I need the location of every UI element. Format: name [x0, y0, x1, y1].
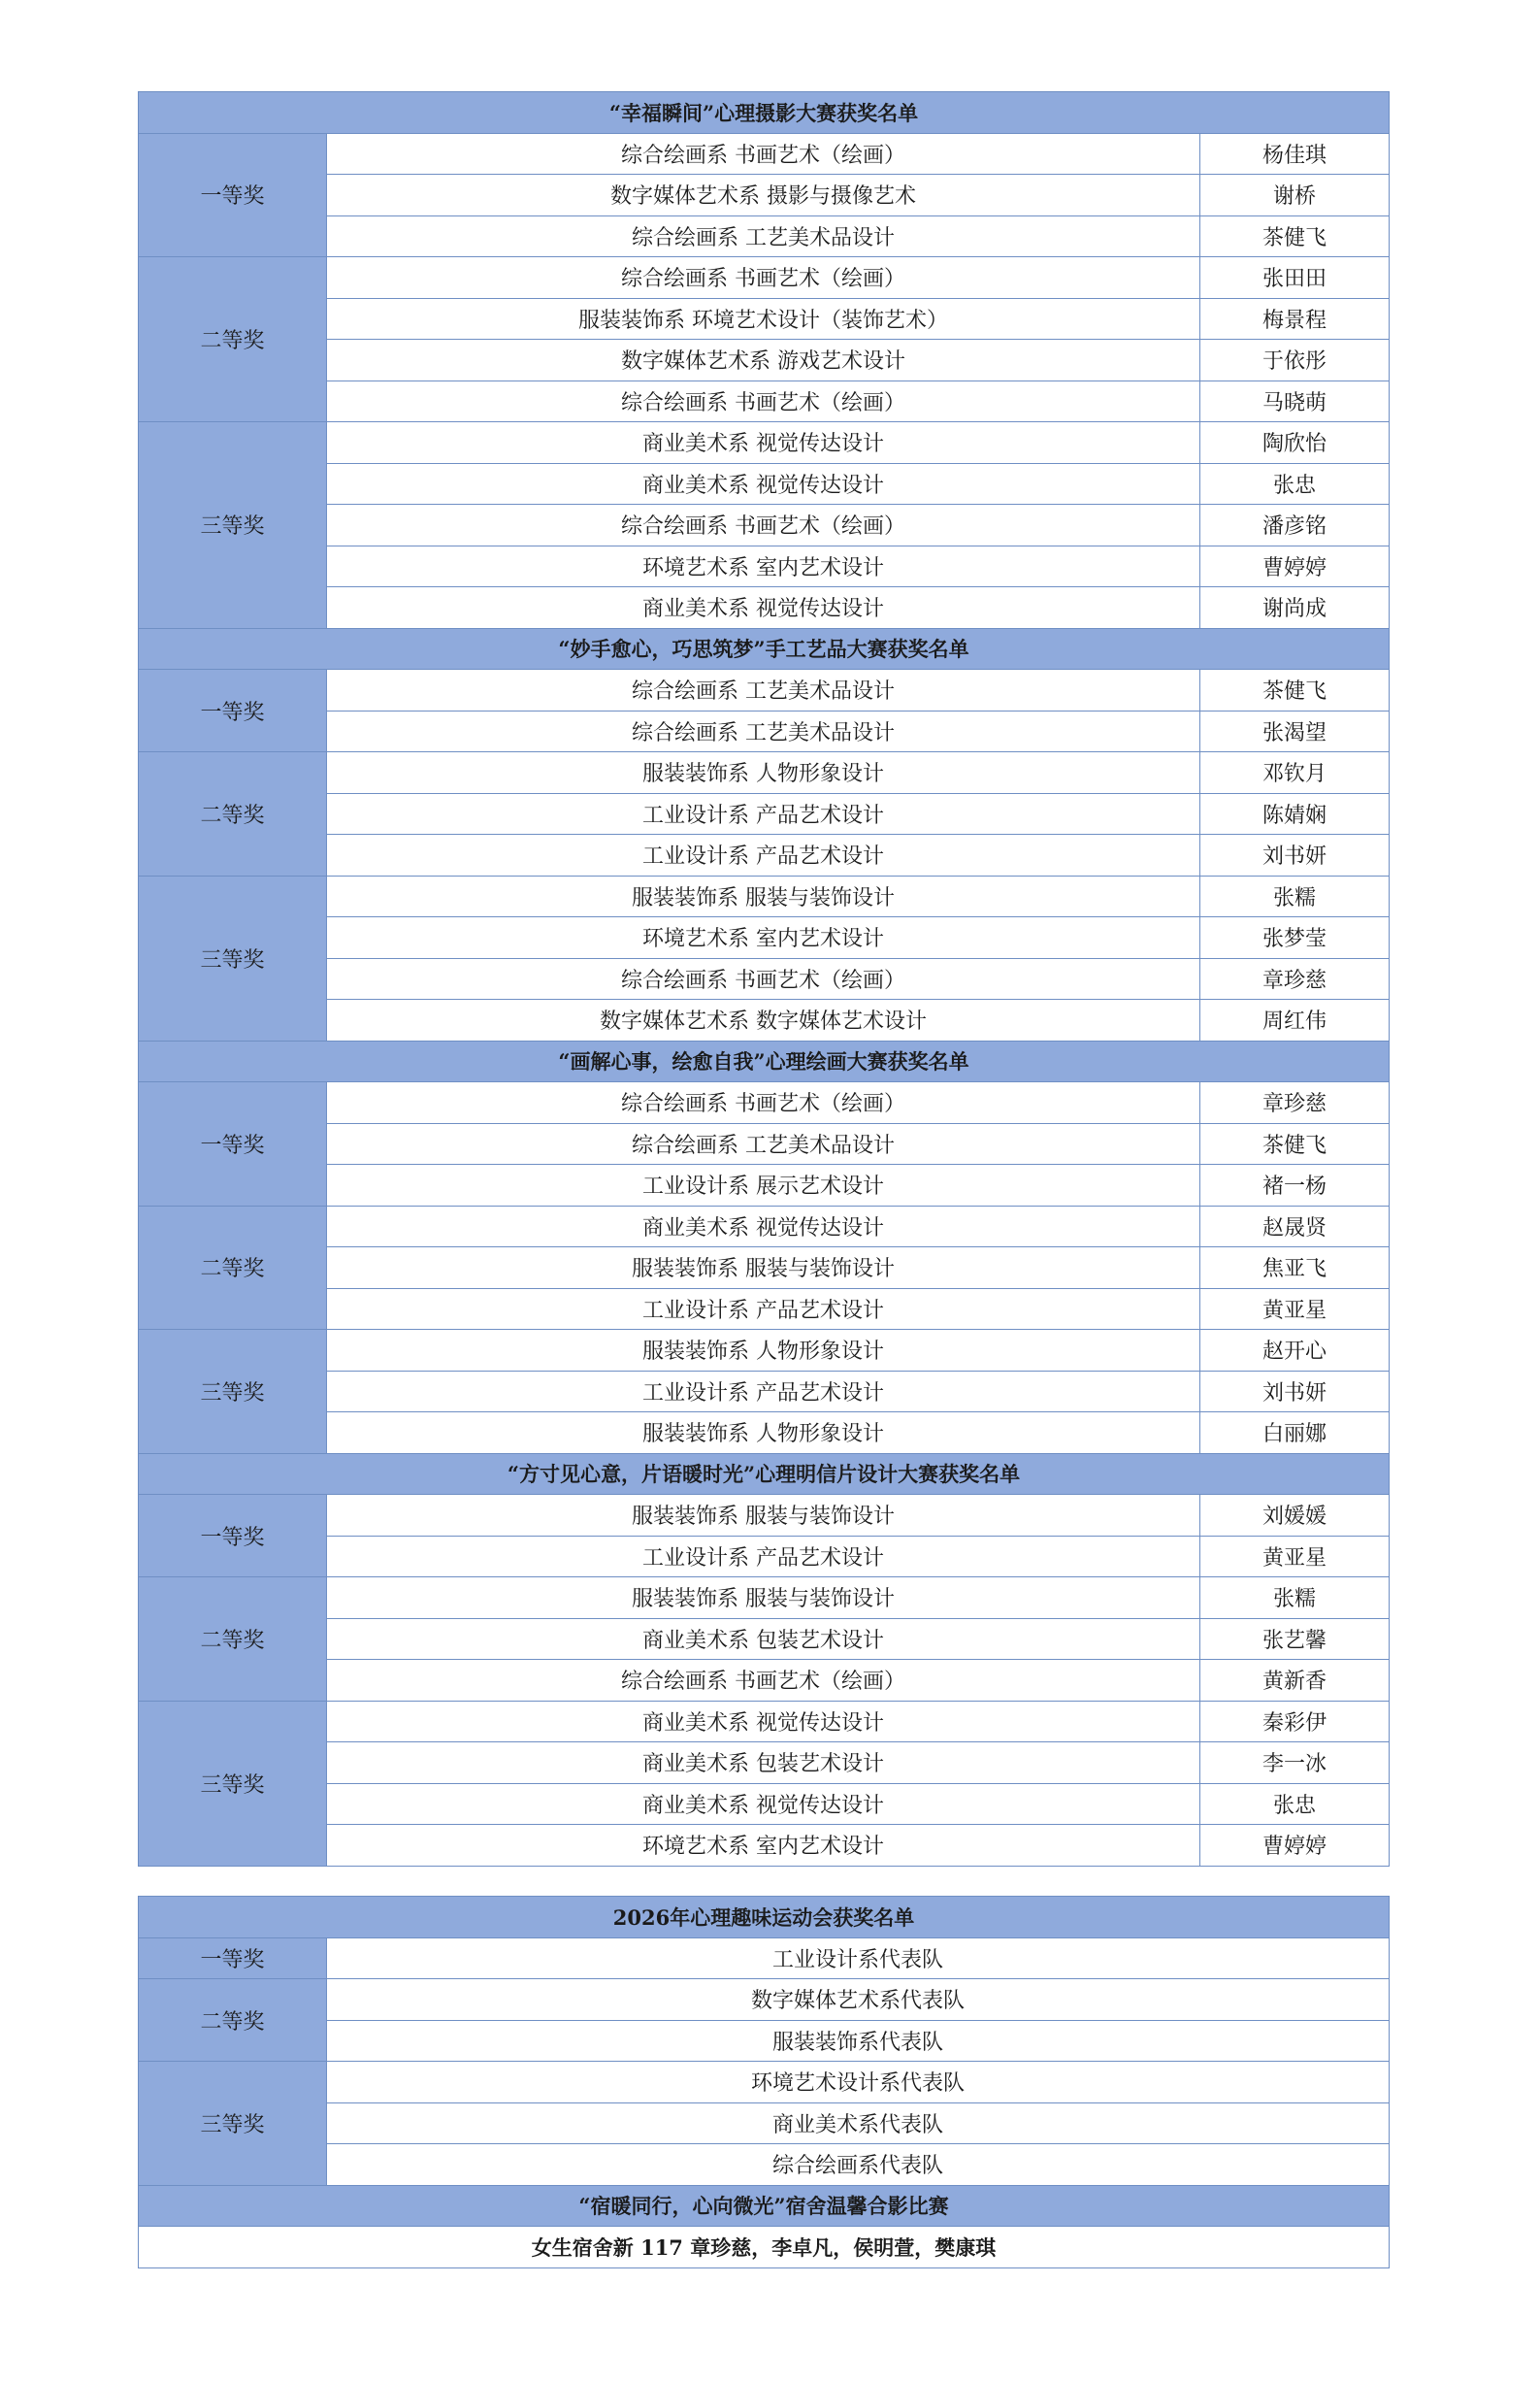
department-major: 综合绘画系 工艺美术品设计: [327, 215, 1200, 257]
prize-level: 二等奖: [139, 1577, 327, 1702]
award-row: [139, 257, 1390, 299]
award-row: [139, 1165, 1390, 1207]
award-row: [139, 876, 1390, 917]
winner-name: 白丽娜: [1200, 1412, 1390, 1454]
award-row: [139, 2020, 1390, 2062]
winner-name: 张渴望: [1200, 711, 1390, 752]
winner-name: 黄亚星: [1200, 1288, 1390, 1330]
section-title-row: [139, 2185, 1390, 2227]
winner-name: 茶健飞: [1200, 215, 1390, 257]
winner-name: 张糯: [1200, 876, 1390, 917]
prize-level: 一等奖: [139, 1082, 327, 1207]
award-row: [139, 546, 1390, 587]
award-row: [139, 1123, 1390, 1165]
dorm-winner-row: [139, 2227, 1390, 2268]
section-title: “宿暖同行，心向微光”宿舍温馨合影比赛: [139, 2185, 1390, 2227]
winner-name: 秦彩伊: [1200, 1701, 1390, 1742]
department-major: 环境艺术系 室内艺术设计: [327, 917, 1200, 959]
award-row: [139, 340, 1390, 381]
award-row: [139, 422, 1390, 464]
department-major: 商业美术系 视觉传达设计: [327, 1206, 1200, 1247]
award-row: [139, 1082, 1390, 1124]
winner-name: 刘媛媛: [1200, 1495, 1390, 1537]
department-major: 服装装饰系 服装与装饰设计: [327, 1495, 1200, 1537]
award-row: [139, 175, 1390, 216]
award-row: [139, 1660, 1390, 1702]
awards-table-sports: [138, 1896, 1390, 2268]
winner-name: 赵晟贤: [1200, 1206, 1390, 1247]
department-major: 工业设计系 产品艺术设计: [327, 1371, 1200, 1412]
winner-name: 茶健飞: [1200, 1123, 1390, 1165]
winner-name: 张梦莹: [1200, 917, 1390, 959]
award-row: [139, 670, 1390, 712]
department-major: 综合绘画系 书画艺术（绘画）: [327, 257, 1200, 299]
prize-level: 三等奖: [139, 876, 327, 1041]
department-major: 服装装饰系 服装与装饰设计: [327, 876, 1200, 917]
section-title: “方寸见心意，片语暖时光”心理明信片设计大赛获奖名单: [139, 1453, 1390, 1495]
department-major: 工业设计系 展示艺术设计: [327, 1165, 1200, 1207]
winner-name: 陶欣怡: [1200, 422, 1390, 464]
department-major: 综合绘画系 工艺美术品设计: [327, 1123, 1200, 1165]
award-row: [139, 1412, 1390, 1454]
section-title: “画解心事，绘愈自我”心理绘画大赛获奖名单: [139, 1041, 1390, 1082]
winner-name: 褚一杨: [1200, 1165, 1390, 1207]
award-row: [139, 958, 1390, 1000]
winner-name: 焦亚飞: [1200, 1247, 1390, 1289]
department-major: 综合绘画系 书画艺术（绘画）: [327, 958, 1200, 1000]
prize-level: 一等奖: [139, 133, 327, 257]
award-row: [139, 587, 1390, 629]
winner-name: 梅景程: [1200, 298, 1390, 340]
winner-name: 张忠: [1200, 463, 1390, 505]
prize-level: 一等奖: [139, 1495, 327, 1577]
prize-level: 一等奖: [139, 670, 327, 752]
department-major: 综合绘画系 书画艺术（绘画）: [327, 381, 1200, 422]
section-title-row: [139, 1041, 1390, 1082]
winner-name: 刘书妍: [1200, 1371, 1390, 1412]
section-title-row: [139, 92, 1390, 134]
award-row: [139, 917, 1390, 959]
section-title-row: [139, 1453, 1390, 1495]
winner-name: 谢尚成: [1200, 587, 1390, 629]
department-major: 商业美术系 包装艺术设计: [327, 1618, 1200, 1660]
award-row: [139, 1701, 1390, 1742]
winner-name: 张田田: [1200, 257, 1390, 299]
winner-name: 陈婧娴: [1200, 793, 1390, 835]
winner-name: 黄亚星: [1200, 1536, 1390, 1577]
awards-table-competitions: [138, 91, 1390, 1867]
prize-level: 二等奖: [139, 1206, 327, 1330]
department-major: 服装装饰系 人物形象设计: [327, 1330, 1200, 1372]
department-major: 商业美术系 视觉传达设计: [327, 1701, 1200, 1742]
award-row: [139, 711, 1390, 752]
department-major: 商业美术系 视觉传达设计: [327, 1783, 1200, 1825]
award-row: [139, 298, 1390, 340]
winner-name: 张艺馨: [1200, 1618, 1390, 1660]
award-row: [139, 1618, 1390, 1660]
winner-name: 章珍慈: [1200, 958, 1390, 1000]
department-major: 服装装饰系 环境艺术设计（装饰艺术）: [327, 298, 1200, 340]
award-row: [139, 133, 1390, 175]
prize-level: 二等奖: [139, 1979, 327, 2062]
winner-name: 张糯: [1200, 1577, 1390, 1619]
department-major: 工业设计系 产品艺术设计: [327, 1536, 1200, 1577]
prize-level: 三等奖: [139, 422, 327, 629]
team-name: 综合绘画系代表队: [327, 2144, 1390, 2186]
team-name: 工业设计系代表队: [327, 1937, 1390, 1979]
department-major: 商业美术系 包装艺术设计: [327, 1742, 1200, 1784]
department-major: 服装装饰系 人物形象设计: [327, 1412, 1200, 1454]
award-row: [139, 835, 1390, 877]
department-major: 环境艺术系 室内艺术设计: [327, 546, 1200, 587]
award-row: [139, 215, 1390, 257]
award-row: [139, 752, 1390, 794]
winner-name: 茶健飞: [1200, 670, 1390, 712]
award-row: [139, 463, 1390, 505]
department-major: 综合绘画系 工艺美术品设计: [327, 670, 1200, 712]
department-major: 服装装饰系 服装与装饰设计: [327, 1577, 1200, 1619]
winner-name: 杨佳琪: [1200, 133, 1390, 175]
department-major: 工业设计系 产品艺术设计: [327, 793, 1200, 835]
team-name: 服装装饰系代表队: [327, 2020, 1390, 2062]
award-row: [139, 1000, 1390, 1042]
award-row: [139, 1979, 1390, 2021]
award-row: [139, 1742, 1390, 1784]
department-major: 综合绘画系 书画艺术（绘画）: [327, 1660, 1200, 1702]
team-name: 商业美术系代表队: [327, 2102, 1390, 2144]
prize-level: 二等奖: [139, 257, 327, 422]
winner-name: 章珍慈: [1200, 1082, 1390, 1124]
department-major: 数字媒体艺术系 摄影与摄像艺术: [327, 175, 1200, 216]
winner-name: 曹婷婷: [1200, 546, 1390, 587]
winner-name: 曹婷婷: [1200, 1825, 1390, 1867]
department-major: 综合绘画系 工艺美术品设计: [327, 711, 1200, 752]
winner-name: 刘书妍: [1200, 835, 1390, 877]
award-row: [139, 2062, 1390, 2103]
award-row: [139, 381, 1390, 422]
winner-name: 张忠: [1200, 1783, 1390, 1825]
award-row: [139, 1288, 1390, 1330]
award-row: [139, 1536, 1390, 1577]
team-name: 数字媒体艺术系代表队: [327, 1979, 1390, 2021]
award-row: [139, 1330, 1390, 1372]
award-row: [139, 2102, 1390, 2144]
department-major: 商业美术系 视觉传达设计: [327, 422, 1200, 464]
department-major: 综合绘画系 书画艺术（绘画）: [327, 133, 1200, 175]
award-row: [139, 1371, 1390, 1412]
winner-name: 邓钦月: [1200, 752, 1390, 794]
award-row: [139, 1783, 1390, 1825]
award-row: [139, 2144, 1390, 2186]
department-major: 工业设计系 产品艺术设计: [327, 1288, 1200, 1330]
department-major: 商业美术系 视觉传达设计: [327, 463, 1200, 505]
department-major: 工业设计系 产品艺术设计: [327, 835, 1200, 877]
award-row: [139, 1937, 1390, 1979]
department-major: 环境艺术系 室内艺术设计: [327, 1825, 1200, 1867]
award-row: [139, 1577, 1390, 1619]
award-row: [139, 793, 1390, 835]
department-major: 综合绘画系 书画艺术（绘画）: [327, 1082, 1200, 1124]
winner-name: 于依彤: [1200, 340, 1390, 381]
award-row: [139, 1825, 1390, 1867]
department-major: 综合绘画系 书画艺术（绘画）: [327, 505, 1200, 546]
prize-level: 二等奖: [139, 752, 327, 877]
winner-name: 潘彦铭: [1200, 505, 1390, 546]
prize-level: 三等奖: [139, 1330, 327, 1454]
department-major: 商业美术系 视觉传达设计: [327, 587, 1200, 629]
winner-name: 李一冰: [1200, 1742, 1390, 1784]
section-title: “妙手愈心，巧思筑梦”手工艺品大赛获奖名单: [139, 628, 1390, 670]
award-row: [139, 1495, 1390, 1537]
winner-name: 黄新香: [1200, 1660, 1390, 1702]
winner-name: 周红伟: [1200, 1000, 1390, 1042]
section-title-row: [139, 1897, 1390, 1938]
section-title: “幸福瞬间”心理摄影大赛获奖名单: [139, 92, 1390, 134]
team-name: 环境艺术设计系代表队: [327, 2062, 1390, 2103]
award-row: [139, 1206, 1390, 1247]
winner-name: 马晓萌: [1200, 381, 1390, 422]
section-title: 2026年心理趣味运动会获奖名单: [139, 1897, 1390, 1938]
prize-level: 一等奖: [139, 1937, 327, 1979]
dorm-winner: 女生宿舍新 117 章珍慈，李卓凡，侯明萱，樊康琪: [139, 2227, 1390, 2268]
section-title-row: [139, 628, 1390, 670]
award-row: [139, 1247, 1390, 1289]
department-major: 数字媒体艺术系 游戏艺术设计: [327, 340, 1200, 381]
department-major: 服装装饰系 服装与装饰设计: [327, 1247, 1200, 1289]
winner-name: 赵开心: [1200, 1330, 1390, 1372]
prize-level: 三等奖: [139, 1701, 327, 1866]
award-row: [139, 505, 1390, 546]
department-major: 服装装饰系 人物形象设计: [327, 752, 1200, 794]
prize-level: 三等奖: [139, 2062, 327, 2186]
department-major: 数字媒体艺术系 数字媒体艺术设计: [327, 1000, 1200, 1042]
winner-name: 谢桥: [1200, 175, 1390, 216]
